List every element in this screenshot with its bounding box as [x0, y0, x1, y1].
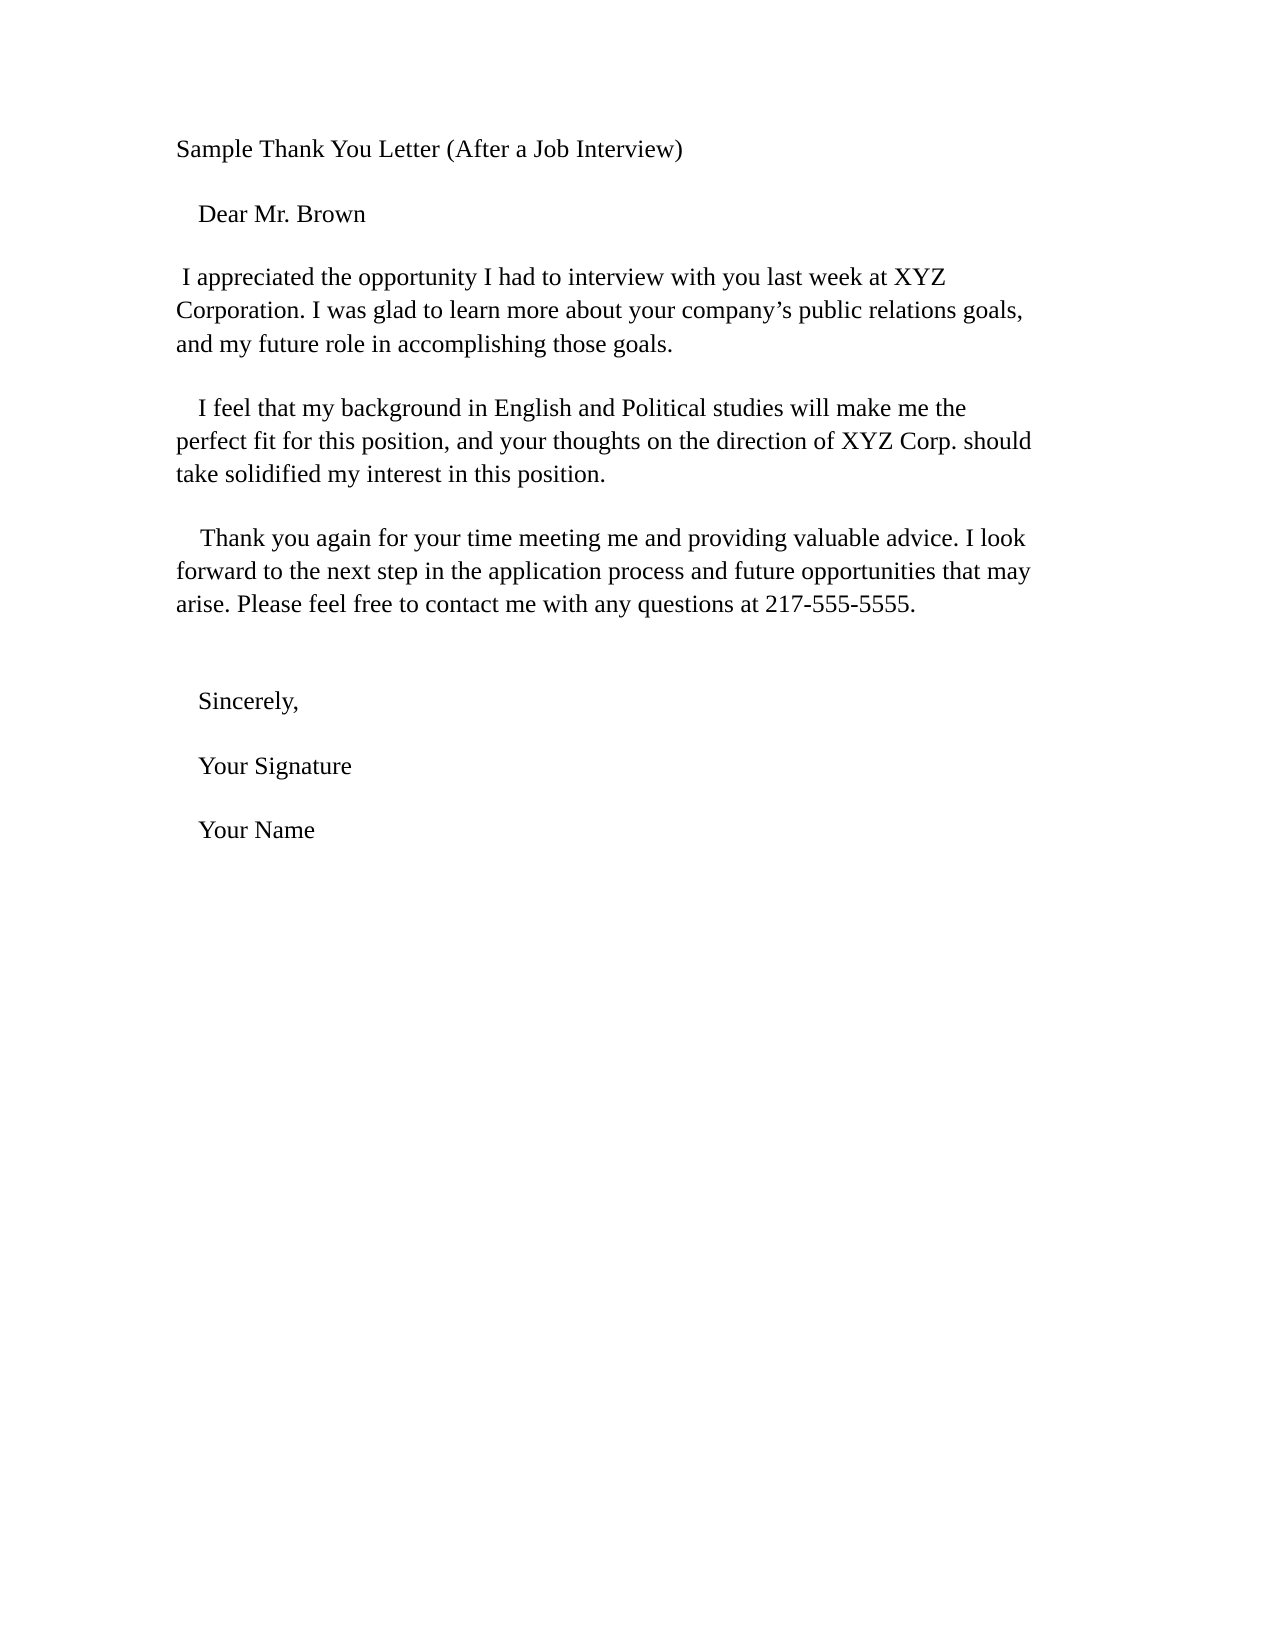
letter-paragraph-3: Thank you again for your time meeting me and providing valuable advice. I look forward to the next step in the application process and future opportunities that may arise. Please feel free to contact me with any questions at 217-555-5555. [176, 523, 1031, 619]
document-title: Sample Thank You Letter (After a Job Interview) [176, 134, 684, 163]
letter-signature-line: Your Signature [198, 750, 352, 780]
letter-body [176, 133, 1041, 845]
letter-paragraph-2: I feel that my background in English and Political studies will make me the perfect fit for this position, and your thoughts on the direction of XYZ Corp. should take solidified my interest in this position. [176, 392, 1032, 488]
letter-salutation: Dear Mr. Brown [198, 199, 366, 229]
letter-closing: Sincerely, [198, 686, 300, 716]
letter-name-line: Your Name [198, 814, 316, 844]
letter-paragraph-1: I appreciated the opportunity I had to interview with you last week at XYZ Corporation. I was glad to learn more about your company’s public relations goals, and my future role in accomplishing those goals. [176, 262, 1023, 358]
